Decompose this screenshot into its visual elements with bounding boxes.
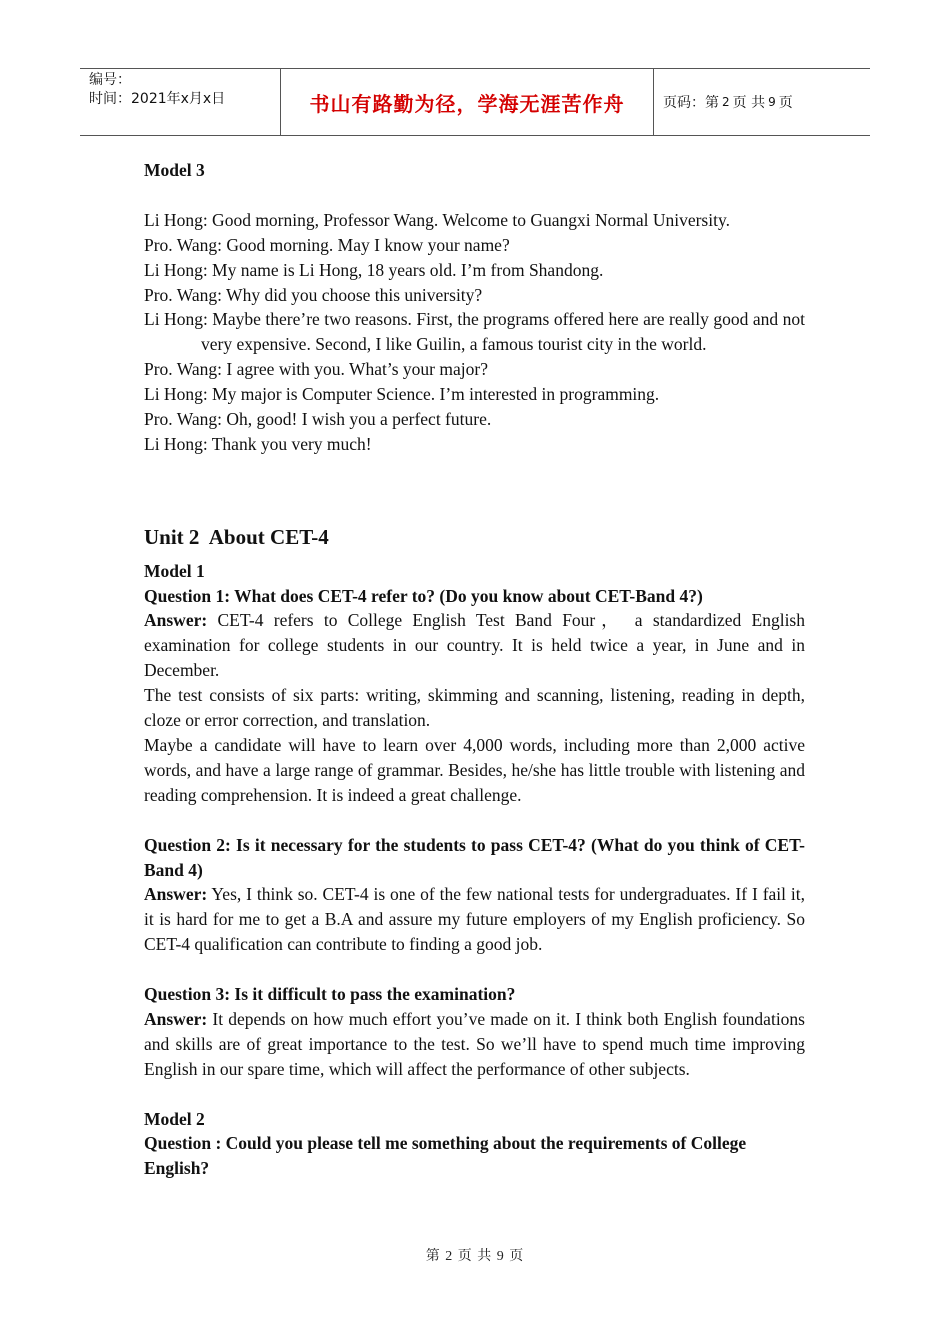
dialogue-line: Li Hong: Good morning, Professor Wang. Welcome to Guangxi Normal University. [144, 209, 730, 230]
page-total: 9 [768, 95, 776, 109]
model2-question: Question : Could you please tell me something about the requirements of College English? [144, 1133, 747, 1179]
header-meta-cell [80, 69, 281, 135]
model2-title: Model 2 [144, 1108, 205, 1129]
header-table [80, 68, 870, 136]
page-mid: 页 共 [732, 95, 766, 111]
answer-text: CET-4 refers to College English Test Band Four， a standardized English examination for college students in our country. It is held twice a year, in June and in December. [144, 610, 805, 681]
document-body [144, 158, 805, 1181]
dialogue-line: Li Hong: My major is Computer Science. I’m interested in programming. [144, 384, 660, 405]
dialogue-line: Li Hong: My name is Li Hong, 18 years old. I’m from Shandong. [144, 259, 604, 280]
page-number: 2 [722, 95, 730, 109]
question-1: Question 1: What does CET-4 refer to? (Do you know about CET-Band 4?) [144, 585, 703, 606]
dialogue-line: Pro. Wang: Oh, good! I wish you a perfect future. [144, 409, 492, 430]
model3-title: Model 3 [144, 160, 205, 180]
dialogue-line: Li Hong: Maybe there’re two reasons. First, the programs offered here are really good and not very expensive. Second, I like Guilin, a famous tourist city in the world. [144, 309, 805, 355]
dialogue-line: Pro. Wang: I agree with you. What’s your major? [144, 359, 488, 380]
answer-1-paragraph-3: Maybe a candidate will have to learn over 4,000 words, including more than 2,000 active words, and have a large range of grammar. Besides, he/she has little trouble with listening and reading comprehension. It is indeed a great challenge. [144, 735, 805, 805]
model1-title: Model 1 [144, 560, 205, 581]
number-label: 编号： [89, 72, 131, 88]
answer-1-paragraph-2: The test consists of six parts: writing, skimming and scanning, listening, reading in depth, cloze or error correction, and translation. [144, 685, 805, 731]
answer-2 [144, 882, 805, 957]
question-2: Question 2: Is it necessary for the students to pass CET-4? (What do you think of CET-Band 4) [144, 834, 805, 880]
unit-heading: Unit 2 About CET-4 [144, 524, 329, 549]
time-label: 时间：2021年x月x日 [89, 91, 226, 107]
dialogue-line: Li Hong: Thank you very much! [144, 433, 372, 454]
answer-3 [144, 1007, 805, 1082]
answer-label: Answer: [144, 1008, 208, 1029]
header-page-cell [654, 69, 870, 135]
header-motto-cell [281, 69, 654, 135]
page-footer: 第 2 页 共 9 页 [425, 1249, 525, 1264]
dialogue-line: Pro. Wang: Good morning. May I know your name? [144, 234, 510, 255]
page-suffix: 页 [778, 95, 793, 111]
answer-1 [144, 608, 805, 683]
answer-text: It depends on how much effort you’ve made on it. I think both English foundations and skills are of great importance to the test. So we’ll have to spend much time improving English in our spare time, which will affect the performance of other subjects. [144, 1008, 805, 1079]
page-prefix: 页码：第 [663, 95, 719, 111]
motto: 书山有路勤为径，学海无涯苦作舟 [309, 91, 625, 116]
answer-label: Answer: [144, 610, 208, 631]
answer-text: Yes, I think so. CET-4 is one of the few national tests for undergraduates. If I fail it, it is hard for me to get a B.A and assure my future employers of my English proficiency. So CET-4 qualification can contribute to finding a good job. [144, 884, 805, 955]
question-3: Question 3: Is it difficult to pass the examination? [144, 984, 516, 1005]
answer-label: Answer: [144, 884, 208, 905]
dialogue-line: Pro. Wang: Why did you choose this university? [144, 284, 483, 305]
